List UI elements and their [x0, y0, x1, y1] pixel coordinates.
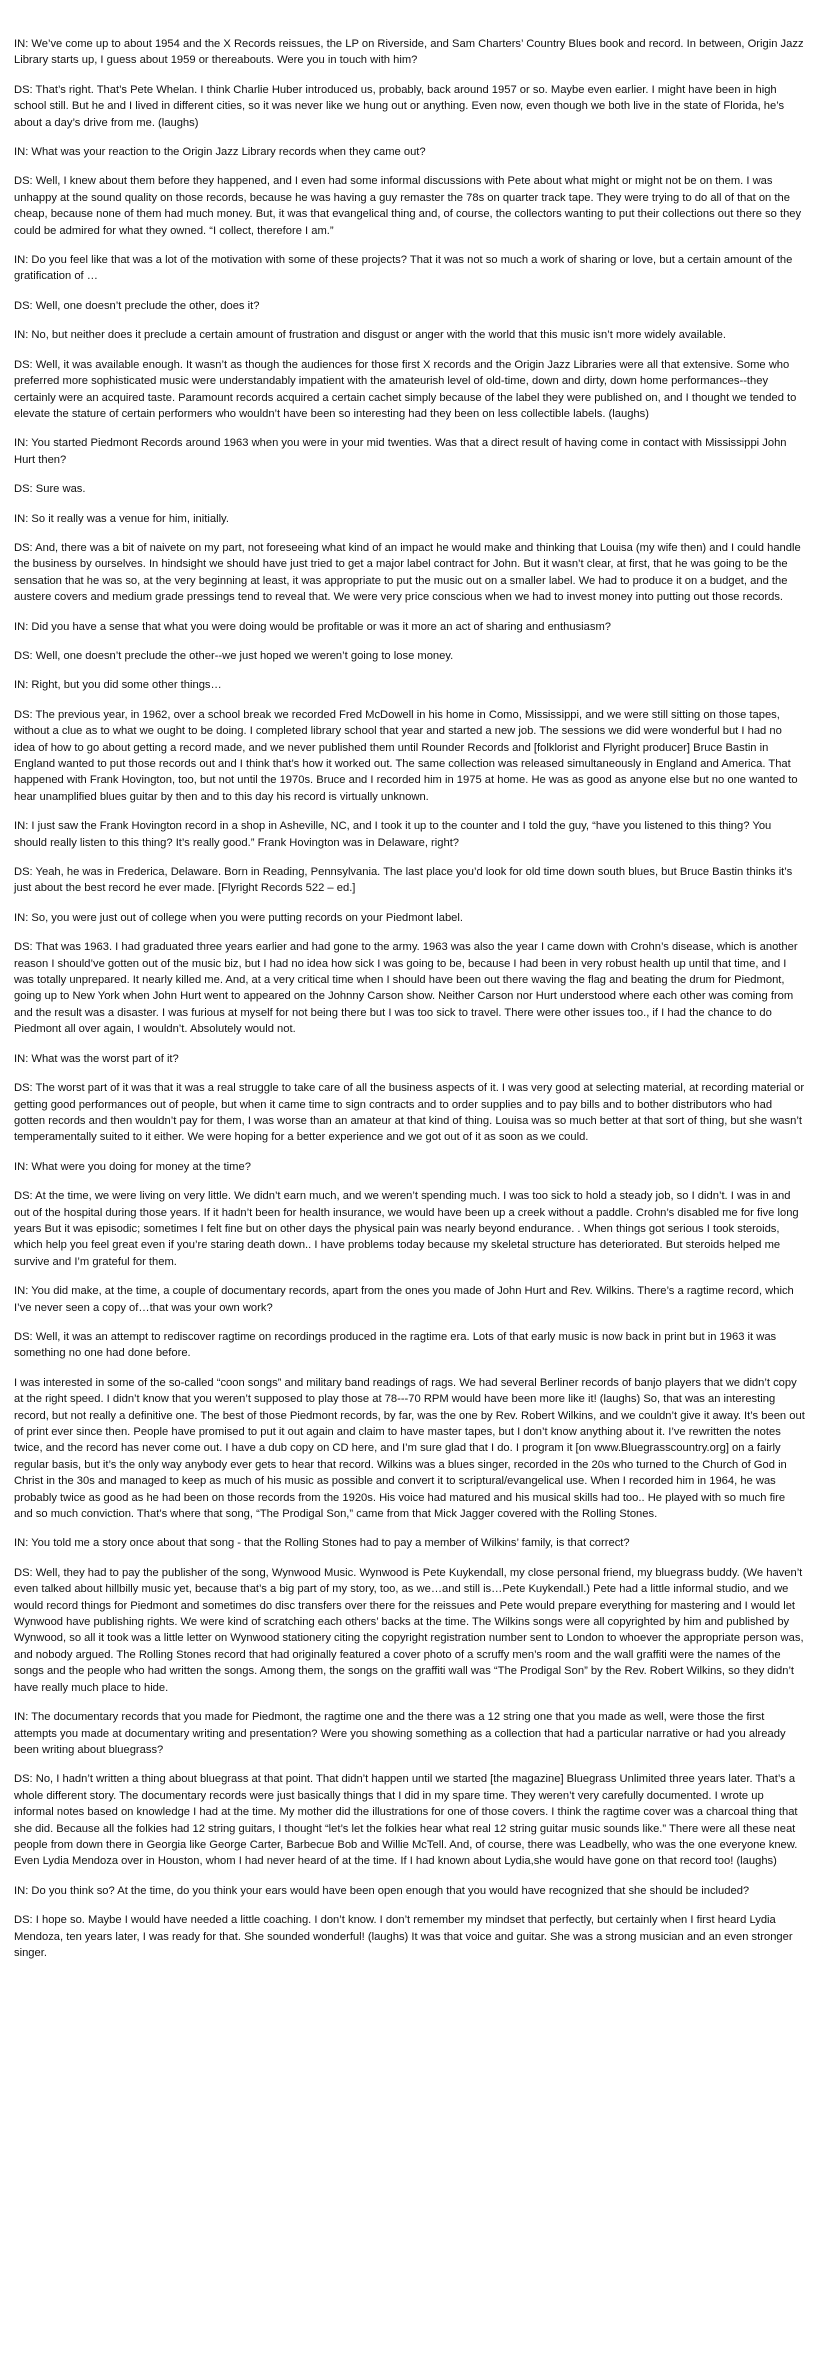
paragraph-in-5: IN: You started Piedmont Records around 1963 when you were in your mid twenties. Was that a direct result of having come in contact with Mississippi John Hurt then? [14, 437, 787, 466]
paragraph-ds-14: DS: Well, they had to pay the publisher of the song, Wynwood Music. Wynwood is Pete Kuykendall, my close personal friend, my bluegrass buddy. (We haven’t even talked about hillbilly music yet, because that’s a big part of my story, too, as we…and still is…Pete Kuykendall.) Pete had a little informal studio, and we would record things for Piedmont and sometimes do disc transfers over there for the reissues and Pete would prepare everything for mastering and I would let Wynwood have publishing rights. We were kind of scratching each others’ backs at the time. The Wilkins songs were all copyrighted by him and published by Wynwood, so all it took was a little letter on Wynwood stationery citing the copyright registration number sent to London to whoever the appropriate person was, and nobody argued. The Rolling Stones record that had originally featured a cover photo of a scruffy men’s room and the wall graffiti were the names of the songs and the people who had written the songs. Among them, the songs on the graffiti wall was “The Prodigal Son” by the Rev. Robert Wilkins, so they didn’t have really much place to hide. [14, 1566, 804, 1694]
paragraph-ds-13: DS: Well, it was an attempt to rediscover ragtime on recordings produced in the ragtime era. Lots of that early music is now back in print but in 1963 it was something no one had done before. [14, 1330, 777, 1360]
paragraph-ds-1: DS: That’s right. That’s Pete Whelan. I think Charlie Huber introduced us, probably, back around 1957 or so. Maybe even earlier. I might have been in high school still. But he and I lived in different cities, so it was never like we hung out or anything. Even now, even though we both live in the state of Florida, he’s about a day’s drive from me. (laughs) [14, 83, 785, 129]
paragraph-in-1: IN: We’ve come up to about 1954 and the X Records reissues, the LP on Riverside, and Sam Charters’ Country Blues book and record. In between, Origin Jazz Library starts up, I guess about 1959 or thereabouts. Were you in touch with him? [14, 38, 804, 67]
paragraph-ds-8: DS: The previous year, in 1962, over a school break we recorded Fred McDowell in his home in Como, Mississippi, and we were still sitting on those tapes, without a clue as to what we ought to be doing. I completed library school that year and started a new job. The sessions we did were wonderful but I had no idea of how to go about getting a record made, and we never published them until Rounder Records and [folklorist and Flyright producer] Bruce Bastin in England wanted to put those records out and I think that’s how it worked out. The same collection was released simultaneously in England and America. That happened with Frank Hovington, too, but not until the 1970s. Bruce and I recorded him in 1975 at home. He was as good as anyone else but no one wanted to hear unamplified blues guitar by then and to this day his record is virtually unknown. [14, 708, 798, 803]
paragraph-in-13: IN: You did make, at the time, a couple of documentary records, apart from the ones you made of John Hurt and Rev. Wilkins. There’s a ragtime record, which I’ve never seen a copy of…that was your own work? [14, 1285, 794, 1314]
paragraph-ds-13-continued: I was interested in some of the so-called “coon songs” and military band readings of rags. We had several Berliner records of banjo players that we didn’t copy at the right speed. I didn’t know that you weren’t supposed to play those at 78---70 RPM would have been more like it! (laughs) So, that was an interesting record, but not really a definitive one. The best of those Piedmont records, by far, was the one by Rev. Robert Wilkins, and we couldn’t give it away. It’s been out of print ever since then. People have promised to put it out again and claim to have master tapes, but I don’t know anything about it. I’ve rewritten the notes twice, and the record has never come out. I have a dub copy on CD here, and I’m sure glad that I do. I program it [on www.Bluegrasscountry.org] on a fairly regular basis, but it’s the only way anybody ever gets to hear that record. Wilkins was a blues singer, recorded in the 20s who turned to the Church of God in Christ in the 30s and managed to keep as much of his music as possible and convert it to scriptural/evangelical use. When I recorded him in 1964, he was probably twice as good as he had been on those records from the 1920s. His voice had matured and his musical skills had too.. He played with so much fire and so much conviction. That’s where that song, “The Prodigal Son,” came from that Mick Jagger covered with the Rolling Stones. [14, 1376, 805, 1521]
paragraph-ds-10: DS: That was 1963. I had graduated three years earlier and had gone to the army. 1963 was also the year I came down with Crohn’s disease, which is another reason I should’ve gotten out of the music biz, but I had no idea how sick I was going to be, because I had been in very robust health up until that time, and I was totally unprepared. It nearly killed me. And, at a very critical time when I should have been out there waving the flag and beating the drum for Piedmont, going up to New York when John Hurt went to appeared on the Johnny Carson show. Neither Carson nor Hurt understood where each other was coming from and the result was a disaster. I was furious at myself for not being there but I was too sick to travel. There were other issues too., if I had the chance to do Piedmont all over again, I wouldn’t. Absolutely would not. [14, 941, 798, 1036]
paragraph-ds-7: DS: Well, one doesn’t preclude the other--we just hoped we weren’t going to lose money. [14, 649, 454, 662]
paragraph-in-9: IN: I just saw the Frank Hovington record in a shop in Asheville, NC, and I took it up to the counter and I told the guy, “have you listened to this thing? You should really listen to this thing? It’s really good.” Frank Hovington was in Delaware, right? [14, 820, 772, 849]
paragraph-in-11: IN: What was the worst part of it? [14, 1052, 179, 1065]
paragraph-ds-16: DS: I hope so. Maybe I would have needed a little coaching. I don’t know. I don’t remember my mindset that perfectly, but certainly when I first heard Lydia Mendoza, ten years later, I was ready for that. She sounded wonderful! (laughs) It was that voice and guitar. She was a strong musician and an even stronger singer. [14, 1914, 793, 1959]
paragraph-ds-9: DS: Yeah, he was in Frederica, Delaware. Born in Reading, Pennsylvania. The last place you’d look for old time down south blues, but Bruce Bastin thinks it’s just about the best record he ever made. [Flyright Records 522 – ed.] [14, 866, 793, 895]
paragraph-ds-3: DS: Well, one doesn’t preclude the other, does it? [14, 299, 260, 312]
paragraph-ds-6: DS: And, there was a bit of naivete on my part, not foreseeing what kind of an impact he would make and thinking that Louisa (my wife then) and I could handle the business by ourselves. In hindsight we should have just tried to get a major label contract for John. But it wasn’t clear, at first, that he was going to be the sensation that he was so, at the very beginning at least, it was appropriate to put the music out on a smaller label. We had to produce it on a budget, and the austere covers and medium grade pressings tend to reveal that. We were very price conscious when we had to invest money into putting out those records. [14, 541, 801, 604]
paragraph-in-6: IN: So it really was a venue for him, initially. [14, 512, 229, 525]
paragraph-in-12: IN: What were you doing for money at the time? [14, 1160, 251, 1173]
paragraph-ds-11: DS: The worst part of it was that it was a real struggle to take care of all the business aspects of it. I was very good at selecting material, at recording material or getting good performances out of people, but when it came time to sign contracts and to order supplies and to pay bills and to bother distributors who had gotten records and then wouldn’t pay for them, I was worse than an amateur at that kind of thing. Louisa was so much better at that sort of thing, but she wasn’t temperamentally suited to it either. We were hoping for a better experience and we got out of it as soon as we could. [14, 1082, 805, 1144]
paragraph-ds-5: DS: Sure was. [14, 483, 86, 496]
paragraph-in-3: IN: Do you feel like that was a lot of the motivation with some of these projects? That it was not so much a work of sharing or love, but a certain amount of the gratification of … [14, 254, 793, 283]
paragraph-ds-4: DS: Well, it was available enough. It wasn’t as though the audiences for those first X records and the Origin Jazz Libraries were all that extensive. Some who preferred more sophisticated music were understandably impatient with the amateurish level of old-time, down and dirty, down home performances--they certainly were an acquired taste. Paramount records acquired a certain cachet simply because of the label they were published on, and I thought we tended to elevate the stature of certain performers who wouldn’t have been so interesting had they been on less collectible labels. (laughs) [14, 358, 797, 420]
paragraph-in-15: IN: The documentary records that you made for Piedmont, the ragtime one and the there was a 12 string one that you made as well, were those the first attempts you made at documentary writing and presentation? Were you showing something as a collection that had a particular narrative or had you already been writing about bluegrass? [14, 1711, 786, 1756]
paragraph-in-8: IN: Right, but you did some other things… [14, 679, 222, 692]
paragraph-in-10: IN: So, you were just out of college when you were putting records on your Piedmont label. [14, 911, 463, 924]
paragraph-in-14: IN: You told me a story once about that song - that the Rolling Stones had to pay a member of Wilkins’ family, is that correct? [14, 1537, 630, 1550]
paragraph-in-2: IN: What was your reaction to the Origin Jazz Library records when they came out? [14, 146, 426, 159]
paragraph-in-7: IN: Did you have a sense that what you were doing would be profitable or was it more an act of sharing and enthusiasm? [14, 620, 612, 633]
paragraph-in-4: IN: No, but neither does it preclude a certain amount of frustration and disgust or anger with the world that this music isn’t more widely available. [14, 329, 727, 342]
paragraph-ds-2: DS: Well, I knew about them before they happened, and I even had some informal discussions with Pete about what might or might not be on them. I was unhappy at the sound quality on those records, because he was having a guy remaster the 78s on quarter track tape. They were trying to do all of that on the cheap, because none of them had much money. But, it was that evangelical thing and, of course, the collectors wanting to put their collections out there so they could be admired for what they owned. “I collect, therefore I am.” [14, 175, 802, 237]
paragraph-in-16: IN: Do you think so? At the time, do you think your ears would have been open enough that you would have recognized that she should be included? [14, 1884, 750, 1897]
paragraph-ds-12: DS: At the time, we were living on very little. We didn’t earn much, and we weren’t spending much. I was too sick to hold a steady job, so I didn’t. I was in and out of the hospital during those years. If it hadn’t been for health insurance, we would have been up a creek without a paddle. Crohn’s disabled me for five long years But it was episodic; sometimes I felt fine but on other days the physical pain was nearly beyond endurance. . When things got serious I took steroids, which help you feel great even if you’re staring death down.. I have problems today because my skeletal structure has deteriorated. But steroids helped me survive and I’m grateful for them. [14, 1190, 799, 1268]
paragraph-ds-15: DS: No, I hadn’t written a thing about bluegrass at that point. That didn’t happen until we started [the magazine] Bluegrass Unlimited three years later. That’s a whole different story. The documentary records were just basically things that I did in my spare time. They weren’t very carefully documented. I wrote up informal notes based on knowledge I had at the time. My mother did the illustrations for one of those covers. I think the ragtime cover was a charcoal thing that she did. Because all the folkies had 12 string guitars, I thought “let’s let the folkies hear what real 12 string guitar music sounds like.” There were all these neat people from down there in Georgia like George Carter, Barbecue Bob and Willie McTell. And, of course, there was Leadbelly, who was the one everyone knew. Even Lydia Mendoza over in Houston, whom I had never heard of at the time. If I had known about Lydia,she would have gone on that record too! (laughs) [14, 1773, 798, 1868]
